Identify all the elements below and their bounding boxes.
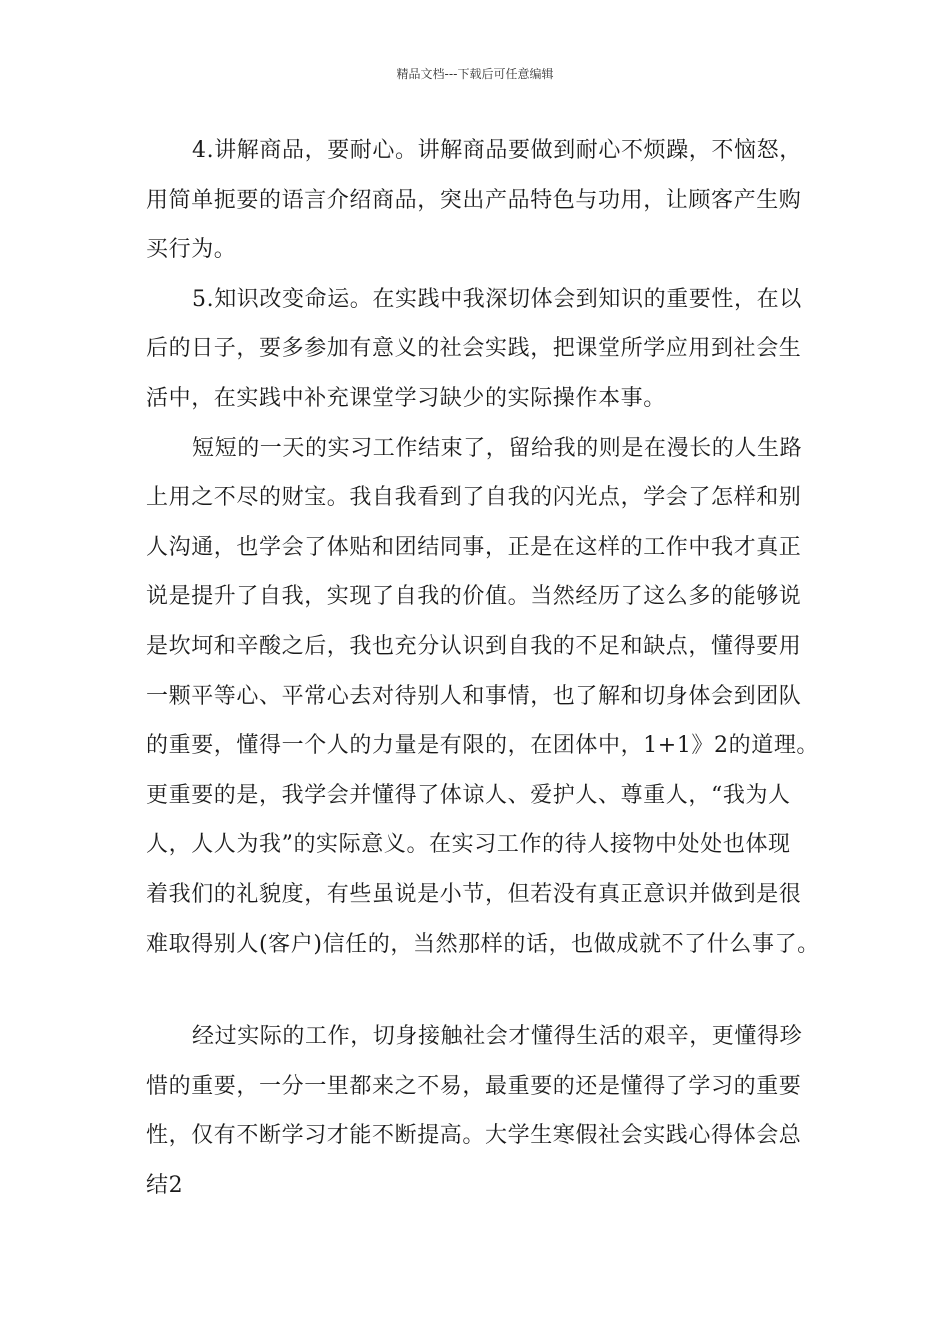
- body-text-continued: [146, 1012, 810, 1210]
- text-line: 是坎坷和辛酸之后，我也充分认识到自我的不足和缺点，懂得要用: [146, 633, 802, 659]
- text-line: 说是提升了自我，实现了自我的价值。当然经历了这么多的能够说: [146, 584, 802, 610]
- text-line: 经过实际的工作，切身接触社会才懂得生活的艰辛，更懂得珍: [192, 1024, 803, 1049]
- text-line: 用简单扼要的语言介绍商品，突出产品特色与功用，让顾客产生购: [146, 187, 802, 213]
- text-line: 活中，在实践中补充课堂学习缺少的实际操作本事。: [146, 385, 666, 411]
- body-text-main: [146, 126, 820, 969]
- paragraph-4: [146, 1012, 810, 1210]
- text-line: 上用之不尽的财宝。我自我看到了自我的闪光点，学会了怎样和别: [146, 485, 802, 511]
- text-line: 更重要的是，我学会并懂得了体谅人、爱护人、尊重人，“我为人: [146, 782, 791, 808]
- text-line: 4.讲解商品，要耐心。讲解商品要做到耐心不烦躁，不恼怒，: [192, 138, 802, 163]
- paragraph-1: [146, 126, 810, 275]
- text-line: 一颗平等心、平常心去对待别人和事情，也了解和切身体会到团队: [146, 683, 802, 709]
- text-line: 惜的重要，一分一里都来之不易，最重要的还是懂得了学习的重要: [146, 1073, 802, 1099]
- text-line: 着我们的礼貌度，有些虽说是小节，但若没有真正意识并做到是很: [146, 881, 802, 907]
- text-line: 5.知识改变命运。在实践中我深切体会到知识的重要性，在以: [192, 286, 802, 312]
- text-line: 买行为。: [146, 237, 237, 263]
- text-line: 的重要，懂得一个人的力量是有限的，在团体中，1+1》2的道理。: [146, 733, 820, 759]
- text-line: 难取得别人(客户)信任的，当然那样的话，也做成就不了什么事了。: [146, 931, 820, 957]
- text-line: 短短的一天的实习工作结束了，留给我的则是在漫长的人生路: [192, 435, 803, 461]
- text-line: 人，人人为我”的实际意义。在实习工作的待人接物中处处也体现: [146, 832, 791, 858]
- text-line: 结2: [146, 1172, 184, 1198]
- text-line: 后的日子，要多参加有意义的社会实践，把课堂所学应用到社会生: [146, 336, 802, 362]
- text-line: 性，仅有不断学习才能不断提高。大学生寒假社会实践心得体会总: [146, 1123, 802, 1149]
- paragraph-2: [146, 275, 810, 424]
- paragraph-3: [146, 424, 820, 970]
- text-line: 人沟通，也学会了体贴和团结同事，正是在这样的工作中我才真正: [146, 534, 802, 560]
- page-header: 精品文档---下载后可任意编辑: [396, 67, 554, 81]
